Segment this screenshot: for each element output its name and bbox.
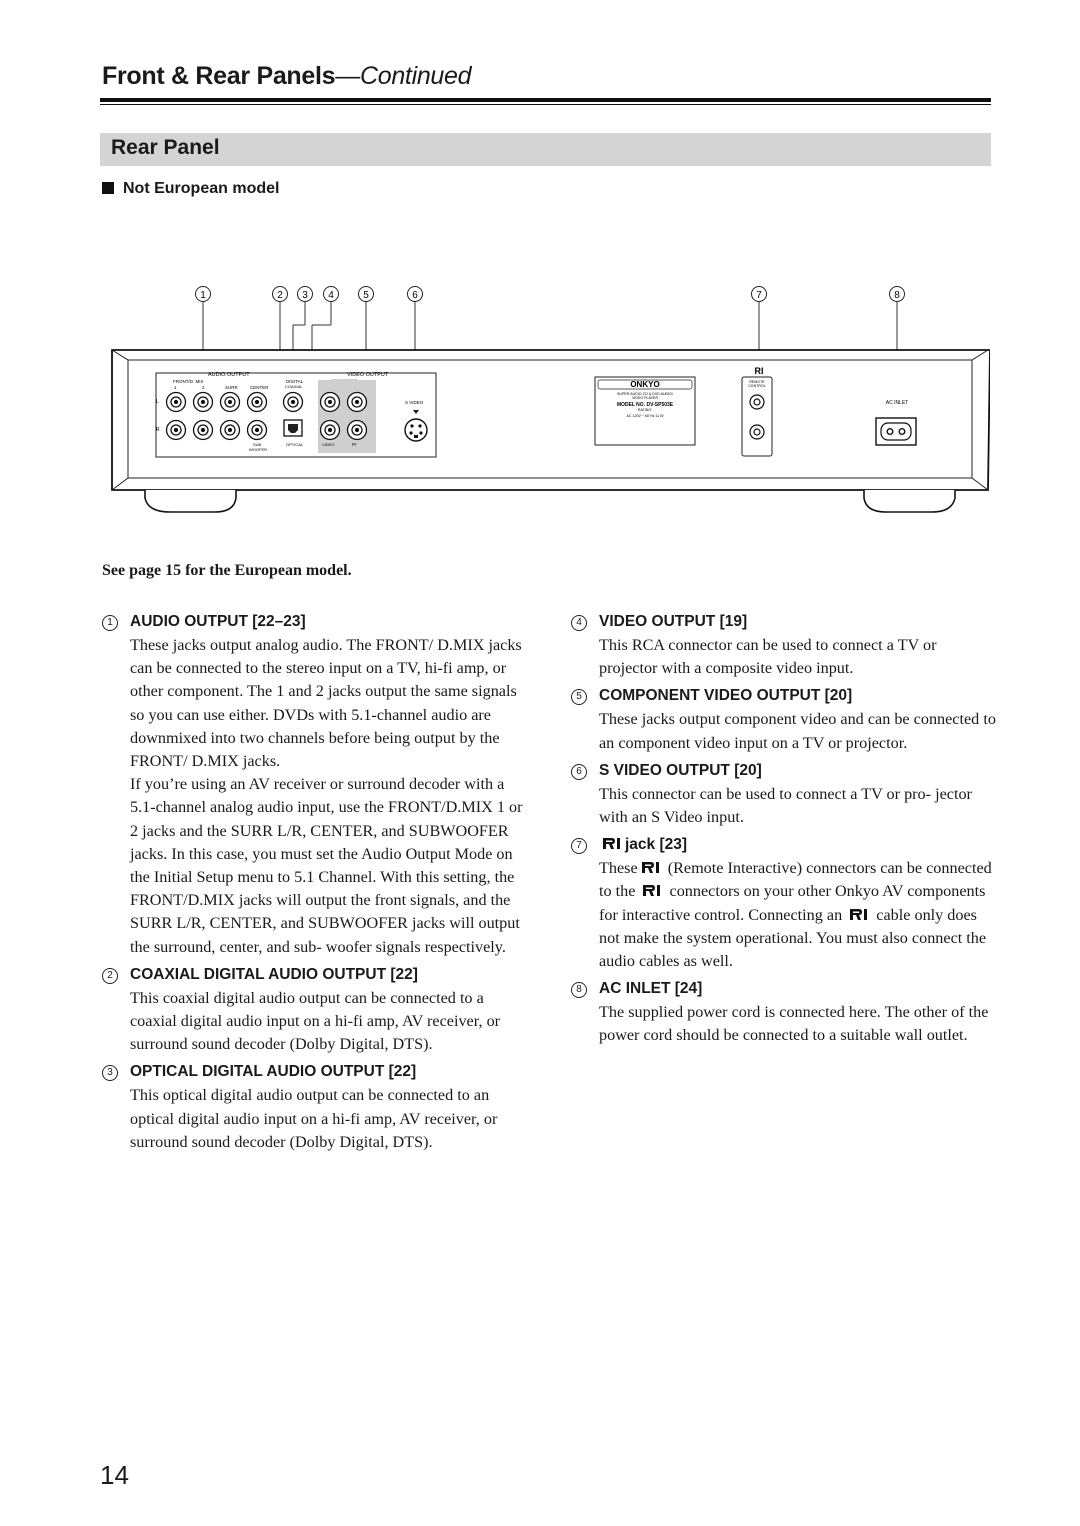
item-number: 5 (571, 689, 587, 705)
callout-2 (273, 287, 288, 302)
ri-text-2: (Remote Interactive) connectors can be connected to the (599, 859, 992, 901)
left-foot (145, 490, 236, 512)
jack-coaxial (284, 393, 303, 412)
plate-rating: RATING: (637, 408, 653, 412)
l-label: L (156, 399, 159, 405)
european-model-note: See page 15 for the European model. (102, 562, 352, 579)
ri-text-4: cable only does not make the system operational. You must also connect the audio cables as well. (599, 905, 987, 971)
item-number-7: 7 (571, 838, 587, 854)
description-item (102, 610, 527, 959)
svg-text:3: 3 (302, 290, 308, 301)
item-heading (571, 684, 996, 708)
callout-7 (752, 287, 767, 302)
item-title: S VIDEO OUTPUT [20] (599, 761, 762, 779)
video-output-label: VIDEO OUTPUT (347, 372, 389, 378)
subheading (102, 180, 279, 198)
ri-jack-heading (571, 833, 996, 857)
front-dmix-label: FRONT/D. MIX (173, 379, 204, 384)
svg-text:1: 1 (200, 290, 206, 301)
ri-logo-icon (641, 861, 661, 874)
coaxial-label: COAXIAL (285, 384, 303, 389)
jack-front1-r (167, 421, 186, 440)
ri-jack-title: jack [23] (625, 836, 688, 854)
remote-label-1: REMOTE (749, 380, 765, 384)
item-paragraph: This connector can be used to connect a TV or pro- jector with an S Video input. (599, 784, 972, 827)
jack-component-y (321, 393, 340, 412)
ac-inlet-label: AC INLET (885, 400, 909, 406)
item-heading (571, 759, 996, 783)
plate-info1: SUPER AUDIO CD & DVD AUDIO/ (617, 392, 673, 396)
callout-4 (324, 287, 339, 302)
description-item (571, 759, 996, 829)
svg-text:7: 7 (756, 290, 762, 301)
rear-panel-diagram (100, 280, 990, 515)
ch1-label: 1 (174, 385, 177, 390)
sub-label: SUB (253, 442, 262, 447)
header-title: Front & Rear Panels (102, 62, 336, 90)
callout-1 (196, 287, 211, 302)
item-title: COAXIAL DIGITAL AUDIO OUTPUT [22] (130, 965, 418, 983)
item-paragraph: These jacks output analog audio. The FRONT/ D.MIX jacks can be connected to the stereo input on a TV, hi-fi amp, or other component. The 1 and 2 jacks output the same signals so you can use either. DVDs with 5.1-channel audio are downmixed into two channels before being output by the FRONT/ D.MIX jacks. (130, 636, 522, 771)
jack-subwoofer (248, 421, 267, 440)
jack-surr-l (221, 393, 240, 412)
item-number: 3 (102, 1065, 118, 1081)
item-number-8: 8 (571, 982, 587, 998)
square-bullet-icon (102, 182, 114, 194)
svg-text:4: 4 (328, 290, 334, 301)
ac-inlet-heading (571, 977, 996, 1001)
item-title: AUDIO OUTPUT [22–23] (130, 613, 306, 630)
item-body (599, 783, 996, 829)
ri-text-3: connectors on your other Onkyo AV components for interactive control. Connecting an (599, 882, 986, 924)
page-header (102, 62, 471, 91)
svg-text:8: 8 (894, 290, 900, 301)
optical-label: OPTICAL (286, 442, 304, 447)
jack-component-pb (348, 393, 367, 412)
item-paragraph: This RCA connector can be used to connect a TV or projector with a composite video input. (599, 636, 937, 678)
ri-jack-body (599, 857, 996, 973)
description-item (102, 963, 527, 1057)
ac-inlet-body (599, 1001, 996, 1047)
jack-component-pr (348, 421, 367, 440)
item-number: 2 (102, 968, 118, 984)
right-foot (864, 490, 955, 512)
onkyo-logo: ONKYO (630, 380, 660, 389)
svg-text:5: 5 (363, 290, 369, 301)
jack-front1-l (167, 393, 186, 412)
svg-text:2: 2 (277, 290, 283, 301)
pr-label: Pr (352, 442, 357, 447)
ac-inlet-title: AC INLET [24] (599, 980, 703, 998)
callout-5 (359, 287, 374, 302)
item-body (599, 708, 996, 754)
ri-logo-icon (642, 884, 662, 897)
remote-label-2: CONTROL (748, 384, 766, 388)
right-column (571, 610, 996, 1052)
item-number: 6 (571, 764, 587, 780)
item-heading (571, 610, 996, 634)
item-body (130, 634, 527, 959)
ri-jack-item (571, 833, 996, 973)
svg-text:6: 6 (412, 290, 418, 301)
ri-text-1: These (599, 859, 638, 878)
jack-surr-r (221, 421, 240, 440)
plate-info2: VIDEO PLAYER (631, 396, 659, 400)
item-title: OPTICAL DIGITAL AUDIO OUTPUT [22] (130, 1063, 417, 1081)
description-item (102, 1060, 527, 1154)
item-title: COMPONENT VIDEO OUTPUT [20] (599, 687, 853, 705)
plate-power: AC 120V ~ 60 Hz 11 W (626, 414, 664, 418)
r-label: R (156, 427, 160, 433)
jack-front2-l (194, 393, 213, 412)
ch2-label: 2 (202, 385, 205, 390)
section-title-bar (100, 133, 991, 166)
audio-output-label: AUDIO OUTPUT (208, 372, 250, 378)
section-title: Rear Panel (111, 136, 220, 159)
page-number: 14 (100, 1460, 129, 1490)
right-item-list (571, 610, 996, 829)
center-label: CENTER (250, 385, 269, 390)
item-number: 4 (571, 615, 587, 631)
video-label: VIDEO (322, 442, 335, 447)
remote-control-panel (742, 377, 772, 456)
s-video-label: S VIDEO (405, 400, 424, 405)
item-heading (102, 963, 527, 987)
callout-6 (408, 287, 423, 302)
digital-label: DIGITAL (286, 379, 304, 384)
item-paragraph: These jacks output component video and can be connected to an component video input on a TV or projector. (599, 710, 996, 752)
jack-front2-r (194, 421, 213, 440)
item-body (130, 987, 527, 1057)
ri-logo-icon (849, 908, 869, 921)
callout-8 (890, 287, 905, 302)
header-rule (100, 98, 991, 102)
surr-label: SURR (225, 385, 238, 390)
ac-inlet-socket (876, 418, 916, 445)
subheading-text: Not European model (123, 180, 280, 197)
ri-logo-icon (602, 837, 622, 850)
header-rule-thin (100, 104, 991, 105)
description-item (571, 684, 996, 754)
item-paragraph: If you’re using an AV receiver or surround decoder with a 5.1-channel analog audio input, use the FRONT/D.MIX 1 or 2 jacks and the SURR L/R, CENTER, and SUBWOOFER jacks. In this case, you must set the Audio Output Mode on the Initial Setup menu to 5.1 Channel. With this setting, the FRONT/D.MIX jacks will output the front signals, and the SURR L/R, CENTER, and SUBWOOFER jacks will output the surround, center, and sub- woofer signals respectively. (130, 775, 523, 956)
item-heading (102, 1060, 527, 1084)
plate-model: MODEL NO. DV-SP503E (616, 402, 674, 408)
header-suffix: —Continued (335, 62, 472, 90)
description-item (571, 610, 996, 680)
item-paragraph: This coaxial digital audio output can be connected to a coaxial digital audio input on a hi-fi amp, AV receiver, or surround sound decoder (Dolby Digital, DTS). (130, 988, 501, 1054)
ri-logo-icon: RI (754, 366, 764, 376)
item-heading (102, 610, 527, 634)
woofer-label: WOOFER (249, 447, 267, 452)
ac-inlet-text: The supplied power cord is connected here. The other of the power cord should be connected to a suitable wall outlet. (599, 1003, 989, 1045)
item-body (130, 1084, 527, 1154)
callout-3 (298, 287, 313, 302)
left-column (102, 610, 527, 1158)
item-title: VIDEO OUTPUT [19] (599, 613, 748, 630)
jack-center (248, 393, 267, 412)
item-paragraph: This optical digital audio output can be connected to an optical digital audio input on a hi-fi amp, AV receiver, or surround sound decoder (Dolby Digital, DTS). (130, 1086, 498, 1151)
optical-jack (284, 420, 302, 436)
item-number: 1 (102, 615, 118, 631)
jack-video (321, 421, 340, 440)
ac-inlet-item (571, 977, 996, 1047)
item-body (599, 634, 996, 680)
